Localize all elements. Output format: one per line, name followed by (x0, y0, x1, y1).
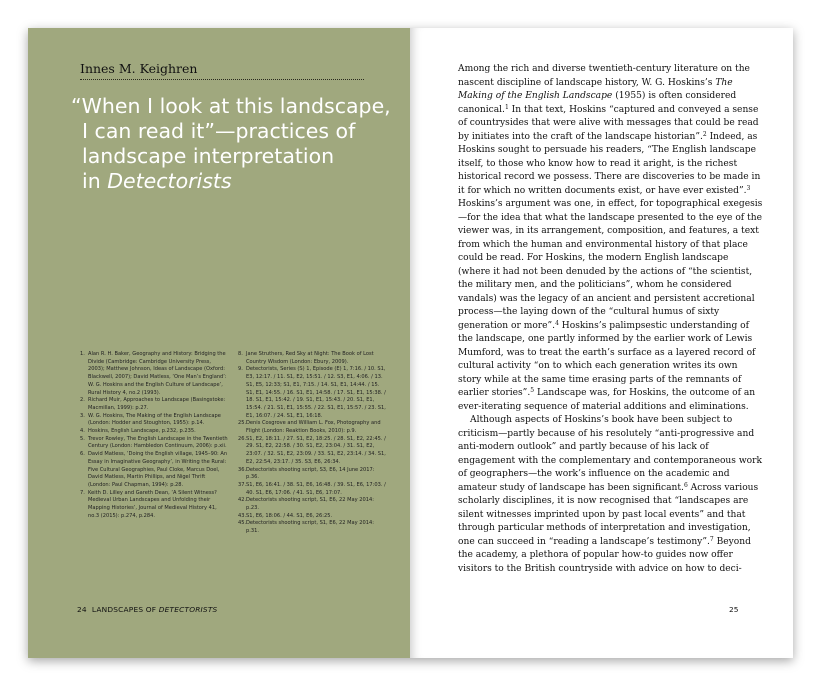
footnote-text: Detectorists shooting script, S1, E6, 22 May 2014: p.23. (246, 497, 374, 512)
footnote-number: 37. (238, 481, 247, 488)
body-paragraph-2: Although aspects of Hoskins’s book have been subject to criticism—partly because of his resolutely “anti-progressive and anti-modern outlook” and partly because of his lack of engagement with the complementary and contemporaneous work of geographers—the work’s influence on the academic and amateur study of landscape has been significant.$^6$ Across various scholarly disciplines, it is now recognised that “landscapes are silent witnesses imprinted upon by past local events” and that through particular methods of interpretation and investigation, one can succeed in “reading a landscape’s testimony”.$^7$ Beyond the academy, a plethora of popular how-to guides now offer visitors to the British countryside with advice on how to deci- (458, 415, 762, 574)
footnote (238, 520, 386, 535)
footnote-number: 3. (80, 412, 85, 419)
title-line-3 (71, 144, 401, 169)
footnote (80, 451, 228, 490)
footnote (238, 497, 386, 512)
left-folio (77, 605, 217, 614)
title-italic: Detectorists (107, 169, 232, 193)
running-head: LANDSCAPES OF (91, 605, 159, 614)
footnote-number: 26. (238, 435, 247, 442)
title-line-3-text: landscape interpretation (82, 144, 335, 168)
footnote-number: 7. (80, 489, 85, 496)
footnote (238, 351, 386, 366)
footnote-text: Alan R. H. Baker, Geography and History: Bridging the Divide (Cambridge: Cambridge University Press, 2003); Matthew Johnson, Ideas of Landscape (Oxford: Blackwell, 2007); David Matless, ‘One Man’s England’: W. G. Hoskins and the English Culture of Landscape’, Rural History 4, no.2 (1993). (88, 351, 227, 396)
footnote-text: Jane Struthers, Red Sky at Night: The Book of Lost Country Wisdom (London: Ebury, 2009). (246, 351, 374, 365)
footnote-text: W. G. Hoskins, The Making of the English Landscape (London: Hodder and Stoughton, 1955): p.14. (88, 412, 221, 427)
footnotes-column-left (80, 351, 228, 520)
body-paragraph-1: Among the rich and diverse twentieth-century literature on the nascent discipline of landscape history, W. G. Hoskins’s The Making of the English Landscape (1955) is often considered canonical.$^1$ In that text, Hoskins “captured and conveyed a sense of countrysides that were alive with messages that could be read by initiates into the craft of the landscape historian”.$^2$ Indeed, as Hoskins sought to persuade his readers, “The English landscape itself, to those who know how to read it aright, is the richest historical record we possess. There are discoveries to be made in it for which no written documents exist, or have ever existed”.$^3$ Hoskins’s argument was one, in effect, for topographical exegesis—for the idea that what the landscape presented to the eye of the viewer was, in its arrangement, composition, and features, a text from which the human and environmental history of that place could be read. For Hoskins, the modern English landscape (where it had not been denuded by the actions of “the scientist, the military men, and the politicians”, whom he considered vandals) was the legacy of an ancient and persistent accretional process—the laying down of the “cultural humus of sixty generation or more”.$^4$ Hoskins’s palimpsestic understanding of the landscape, one partly informed by the earlier work of Lewis Mumford, was to treat the earth’s surface as a layered record of cultural activity “on to which each generation writes its own story while at the same time erasing parts of the remnants of earlier stories”.$^5$ Landscape was, for Hoskins, the outcome of an ever-iterating sequence of material additions and eliminations. (458, 64, 763, 412)
footnote-number: 5. (80, 435, 85, 442)
footnote-text: David Matless, ‘Doing the English village, 1945–90: An Essay in Imaginative Geography’, in Writing the Rural: Five Cultural Geographies, Paul Cloke, Marcus Doel, David Matless, Martin Phillips, and Nigel Thrift (London: Paul Chapman, 1994): p.28. (88, 451, 228, 488)
footnote (238, 482, 386, 497)
running-head-italic: DETECTORISTS (158, 605, 218, 614)
footnote-text: Detectorists, Series (S) 1, Episode (E) 1, 7:16. / 10. S1, E3, 12:17. / 11. S1, E2, 15:51. / 12. S3, E1, 4:06. / 13. S1, E5, 12:33; S1, E1, 7:15. / 14. S1, E1, 14:44. / 15. S1, E1, 14:55. / 16. S1, E1, 14:58. / 17. S1, E1, 15:38. / 18. S1, E1, 15:42. / 19. S1, E1, 15:43. / 20. S1, E1, 15:54. / 21. S1, E1, 15:55. / 22. S1, E1, 15:57. / 23. S1, E1, 16:07. / 24. S1, E1, 16:18. (246, 366, 386, 419)
author-name: Innes M. Keighren (80, 61, 198, 76)
title-line-4-text: in (82, 169, 108, 193)
footnote-number: 36. (238, 466, 247, 473)
footnote (238, 436, 386, 467)
footnote-number: 8. (238, 351, 243, 357)
footnote (80, 490, 228, 521)
footnote-number: 9. (238, 366, 243, 373)
footnote-number: 6. (80, 451, 85, 458)
footnote-text: Hoskins, English Landscape, p.232, p.235. (88, 428, 196, 435)
footnote-number: 4. (80, 428, 85, 435)
footnote-text: Richard Muir, Approaches to Landscape (Basingstoke: Macmillan, 1999): p.27. (88, 397, 226, 411)
footnote (80, 413, 228, 428)
title-line-1: “When I look at this landscape, (71, 94, 391, 118)
footnote (80, 351, 228, 397)
footnote-text: Detectorists shooting script, S1, E6, 22 May 2014: p.31. (246, 520, 374, 535)
body-text (458, 63, 763, 576)
footnote-text: S1, E6, 18:06. / 44. S1, E6, 26:25. (246, 512, 333, 519)
footnote-number: 45. (238, 520, 247, 527)
footnote-text: Keith D. Lilley and Gareth Dean, ‘A Silent Witness? Medieval Urban Landscapes and Unfolding their Mapping Histories’, Journal of Medieval History 41, no.3 (2015): p.274, p.284. (88, 489, 217, 519)
title-line-4 (71, 169, 401, 194)
footnote-text: Trevor Rowley, The English Landscape in the Twentieth Century (London: Hambledon Continuum, 2006): p.xii. (88, 435, 228, 450)
footnote-text: S1, E2, 18:11. / 27. S1, E2, 18:25. / 28. S1, E2, 22:45. / 29. S1, E2, 22:58. / 30. S1, E2, 23:04. / 31. S1, E2, 23:07. / 32. S1, E2, 23:09. / 33. S1, E2, 23:14. / 34. S1, E2, 22:54, 23:17. / 35. S3, E6, 26:34. (246, 435, 386, 465)
footnote (80, 436, 228, 451)
title-line-2: I can read it”—practices of (82, 119, 356, 143)
footnote-number: 1. (80, 351, 85, 357)
footnote (80, 397, 228, 412)
footnote-number: 43. (238, 512, 247, 519)
left-page-number: 24 (77, 605, 87, 614)
footnote-text: Denis Cosgrove and William L. Fox, Photography and Flight (London: Reaktion Books, 2010): p.9. (246, 420, 381, 435)
footnote (238, 420, 386, 435)
right-page-number: 25 (729, 605, 739, 614)
book-spread (28, 28, 793, 658)
footnotes (80, 351, 400, 601)
footnote-number: 2. (80, 397, 85, 404)
footnote-text: Detectorists shooting script, S3, E6, 14 June 2017: p.36. (246, 466, 375, 481)
footnotes-column-right (238, 351, 386, 536)
footnote (238, 366, 386, 420)
footnote-number: 25. (238, 420, 247, 427)
footnote (238, 513, 386, 521)
author-dotted-rule (80, 79, 364, 80)
chapter-title (71, 94, 401, 194)
footnote (238, 467, 386, 482)
right-page (410, 28, 793, 658)
footnote-text: S1, E6, 16:41. / 38. S1, E6, 16:48. / 39. S1, E6, 17:03. / 40. S1, E6, 17:06. / 41. S1, E6, 17:07. (246, 481, 386, 496)
left-page (28, 28, 410, 658)
footnote-number: 42. (238, 497, 247, 504)
footnote (80, 428, 228, 436)
